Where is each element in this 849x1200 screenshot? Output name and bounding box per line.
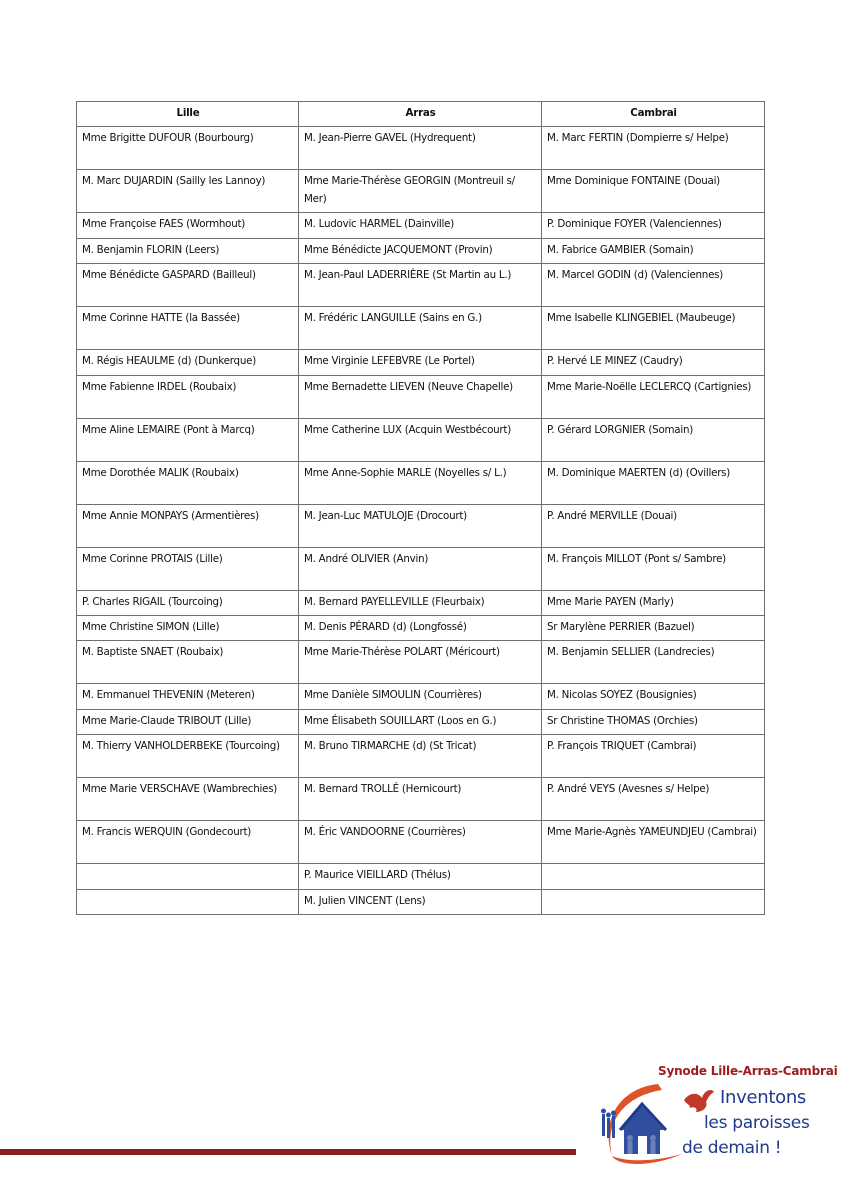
cell-lille: M. Thierry VANHOLDERBEKE (Tourcoing): [77, 735, 299, 778]
cell-arras: Mme Catherine LUX (Acquin Westbécourt): [299, 418, 542, 461]
table-body: [77, 127, 765, 915]
cell-cambrai: M. Fabrice GAMBIER (Somain): [542, 238, 765, 263]
cell-cambrai: P. Dominique FOYER (Valenciennes): [542, 213, 765, 238]
cell-lille: P. Charles RIGAIL (Tourcoing): [77, 590, 299, 615]
cell-cambrai: Mme Isabelle KLINGEBIEL (Maubeuge): [542, 307, 765, 350]
cell-lille: Mme Annie MONPAYS (Armentières): [77, 504, 299, 547]
cell-lille: Mme Bénédicte GASPARD (Bailleul): [77, 264, 299, 307]
cell-lille: M. Marc DUJARDIN (Sailly les Lannoy): [77, 170, 299, 213]
table-row: [77, 821, 765, 864]
cell-arras: M. Ludovic HARMEL (Dainville): [299, 213, 542, 238]
logo-tagline-line2: les paroisses: [704, 1113, 810, 1133]
column-header-arras: Arras: [299, 102, 542, 127]
cell-lille: M. Benjamin FLORIN (Leers): [77, 238, 299, 263]
cell-lille: Mme Corinne HATTE (la Bassée): [77, 307, 299, 350]
table-row: [77, 889, 765, 914]
table-row: [77, 709, 765, 734]
cell-lille: Mme Aline LEMAIRE (Pont à Marcq): [77, 418, 299, 461]
cell-arras: Mme Bernadette LIEVEN (Neuve Chapelle): [299, 375, 542, 418]
cell-arras: Mme Danièle SIMOULIN (Courrières): [299, 684, 542, 709]
cell-arras: M. André OLIVIER (Anvin): [299, 547, 542, 590]
cell-arras: M. Jean-Luc MATULOJE (Drocourt): [299, 504, 542, 547]
cell-cambrai: P. François TRIQUET (Cambrai): [542, 735, 765, 778]
cell-cambrai: Mme Marie-Agnès YAMEUNDJEU (Cambrai): [542, 821, 765, 864]
table-row: [77, 590, 765, 615]
synod-logo: [590, 1062, 840, 1172]
cell-arras: M. Bernard PAYELLEVILLE (Fleurbaix): [299, 590, 542, 615]
cell-cambrai: M. Dominique MAERTEN (d) (Ovillers): [542, 461, 765, 504]
logo-tagline-line1: Inventons: [720, 1087, 807, 1108]
table-row: [77, 461, 765, 504]
cell-lille: Mme Corinne PROTAIS (Lille): [77, 547, 299, 590]
cell-arras: P. Maurice VIEILLARD (Thélus): [299, 864, 542, 889]
cell-arras: Mme Bénédicte JACQUEMONT (Provin): [299, 238, 542, 263]
cell-arras: M. Jean-Paul LADERRIÈRE (St Martin au L.): [299, 264, 542, 307]
cell-cambrai: P. André VEYS (Avesnes s/ Helpe): [542, 778, 765, 821]
cell-cambrai: Mme Marie PAYEN (Marly): [542, 590, 765, 615]
cell-cambrai: M. Benjamin SELLIER (Landrecies): [542, 641, 765, 684]
table-row: [77, 375, 765, 418]
cell-cambrai: M. Marc FERTIN (Dompierre s/ Helpe): [542, 127, 765, 170]
cell-lille: Mme Marie-Claude TRIBOUT (Lille): [77, 709, 299, 734]
table-row: [77, 238, 765, 263]
table-row: [77, 307, 765, 350]
cell-cambrai: Sr Christine THOMAS (Orchies): [542, 709, 765, 734]
table-row: [77, 170, 765, 213]
cell-arras: Mme Virginie LEFEBVRE (Le Portel): [299, 350, 542, 375]
table-row: [77, 264, 765, 307]
table-row: [77, 684, 765, 709]
cell-lille: [77, 864, 299, 889]
cell-lille: Mme Brigitte DUFOUR (Bourbourg): [77, 127, 299, 170]
logo-title: Synode Lille-Arras-Cambrai: [658, 1064, 838, 1078]
cell-lille: Mme Marie VERSCHAVE (Wambrechies): [77, 778, 299, 821]
cell-lille: M. Régis HEAULME (d) (Dunkerque): [77, 350, 299, 375]
delegates-table: [76, 101, 765, 915]
cell-arras: M. Bernard TROLLÉ (Hernicourt): [299, 778, 542, 821]
table-row: [77, 418, 765, 461]
cell-lille: M. Emmanuel THEVENIN (Meteren): [77, 684, 299, 709]
cell-arras: M. Jean-Pierre GAVEL (Hydrequent): [299, 127, 542, 170]
table-row: [77, 641, 765, 684]
cell-arras: Mme Élisabeth SOUILLART (Loos en G.): [299, 709, 542, 734]
footer-rule: [0, 1149, 576, 1155]
cell-arras: M. Éric VANDOORNE (Courrières): [299, 821, 542, 864]
table-row: [77, 127, 765, 170]
dove-icon: [682, 1086, 716, 1116]
cell-cambrai: M. Nicolas SOYEZ (Bousignies): [542, 684, 765, 709]
cell-cambrai: P. André MERVILLE (Douai): [542, 504, 765, 547]
table-header-row: [77, 102, 765, 127]
table-row: [77, 735, 765, 778]
cell-arras: M. Bruno TIRMARCHE (d) (St Tricat): [299, 735, 542, 778]
table-row: [77, 778, 765, 821]
cell-lille: [77, 889, 299, 914]
cell-cambrai: M. Marcel GODIN (d) (Valenciennes): [542, 264, 765, 307]
cell-cambrai: Mme Dominique FONTAINE (Douai): [542, 170, 765, 213]
cell-cambrai: Sr Marylène PERRIER (Bazuel): [542, 616, 765, 641]
cell-cambrai: [542, 889, 765, 914]
table-row: [77, 350, 765, 375]
table-row: [77, 616, 765, 641]
cell-lille: Mme Dorothée MALIK (Roubaix): [77, 461, 299, 504]
cell-lille: M. Francis WERQUIN (Gondecourt): [77, 821, 299, 864]
cell-lille: Mme Fabienne IRDEL (Roubaix): [77, 375, 299, 418]
cell-arras: Mme Anne-Sophie MARLE (Noyelles s/ L.): [299, 461, 542, 504]
cell-cambrai: P. Gérard LORGNIER (Somain): [542, 418, 765, 461]
table-row: [77, 504, 765, 547]
table-row: [77, 547, 765, 590]
table-row: [77, 213, 765, 238]
cell-arras: M. Julien VINCENT (Lens): [299, 889, 542, 914]
logo-tagline-line3: de demain !: [682, 1138, 782, 1158]
column-header-cambrai: Cambrai: [542, 102, 765, 127]
cell-lille: Mme Christine SIMON (Lille): [77, 616, 299, 641]
cell-arras: Mme Marie-Thérèse POLART (Méricourt): [299, 641, 542, 684]
table-row: [77, 864, 765, 889]
cell-arras: Mme Marie-Thérèse GEORGIN (Montreuil s/ Mer): [299, 170, 542, 213]
column-header-lille: Lille: [77, 102, 299, 127]
cell-lille: M. Baptiste SNAET (Roubaix): [77, 641, 299, 684]
cell-arras: M. Denis PÉRARD (d) (Longfossé): [299, 616, 542, 641]
cell-cambrai: [542, 864, 765, 889]
cell-cambrai: M. François MILLOT (Pont s/ Sambre): [542, 547, 765, 590]
cell-lille: Mme Françoise FAES (Wormhout): [77, 213, 299, 238]
cell-arras: M. Frédéric LANGUILLE (Sains en G.): [299, 307, 542, 350]
cell-cambrai: P. Hervé LE MINEZ (Caudry): [542, 350, 765, 375]
cell-cambrai: Mme Marie-Noëlle LECLERCQ (Cartignies): [542, 375, 765, 418]
